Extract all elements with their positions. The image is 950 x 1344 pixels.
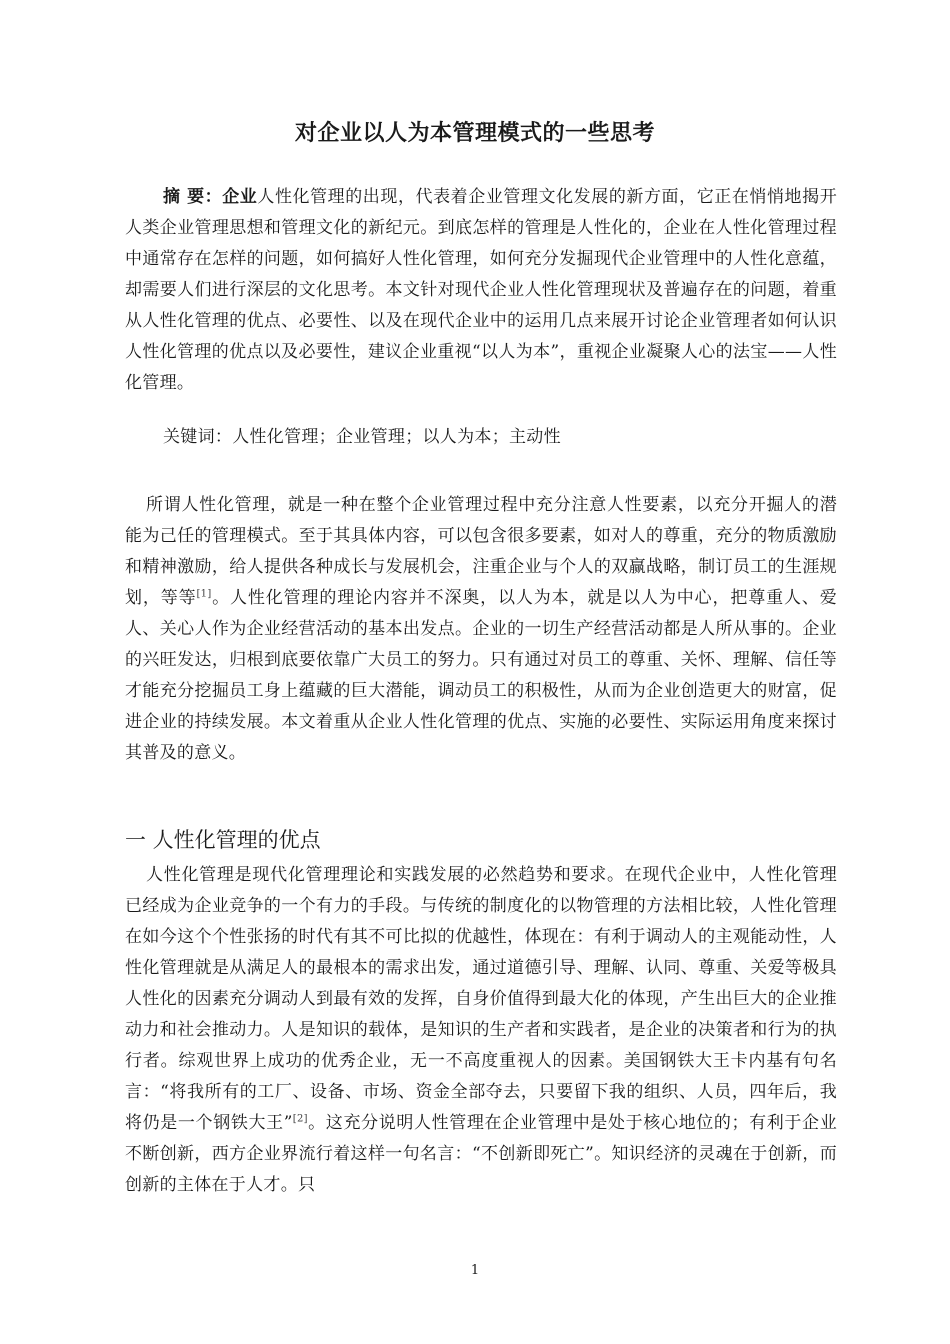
document-title: 对企业以人为本管理模式的一些思考 <box>294 121 655 146</box>
page-number: 1 <box>470 1263 480 1278</box>
abstract-label: 摘 要： <box>163 187 223 207</box>
section1-text-part2: 。这充分说明人性管理在企业管理中是处于核心地位的；有利于企业不断创新，西方企业界流行着这样一句名言：“不创新即死亡”。知识经济的灵魂在于创新，而创新的主体在于人才。只 <box>125 1113 837 1195</box>
intro-text-part2: 。人性化管理的理论内容并不深奥，以人为本，就是以人为中心，把尊重人、爱人、关心人作为企业经营活动的基本出发点。企业的一切生产经营活动都是人所从事的。企业的兴旺发达，归根到底要依靠广大员工的努力。只有通过对员工的尊重、关怀、理解、信任等才能充分挖掘员工身上蕴藏的巨大潜能，调动员工的积极性，从而为企业创造更大的财富，促进企业的持续发展。本文着重从企业人性化管理的优点、实施的必要性、实际运用角度来探讨其普及的意义。 <box>125 588 838 763</box>
section1-text-part1: 人性化管理是现代化管理理论和实践发展的必然趋势和要求。在现代企业中，人性化管理已经成为企业竞争的一个有力的手段。与传统的制度化的以物管理的方法相比较，人性化管理在如今这个个性张扬的时代有其不可比拟的优越性，体现在：有利于调动人的主观能动性，人性化管理就是从满足人的最根本的需求出发，通过道德引导、理解、认同、尊重、关爱等极具人性化的因素充分调动人到最有效的发挥，自身价值得到最大化的体现，产生出巨大的企业推动力和社会推动力。人是知识的载体，是知识的生产者和实践者，是企业的决策者和行为的执行者。综观世界上成功的优秀企业，无一不高度重视人的因素。美国钢铁大王卡内基有句名言：“将我所有的工厂、设备、市场、资金全部夺去，只要留下我的组织、人员，四年后，我将仍是一个钢铁大王” <box>125 865 837 1133</box>
citation-ref-2: [2] <box>292 1113 308 1125</box>
citation-ref-1: [1] <box>196 588 212 600</box>
section-heading-1: 一 人性化管理的优点 <box>125 828 321 852</box>
keywords-text: 人性化管理；企业管理；以人为本；主动性 <box>232 427 561 447</box>
abstract-lead: 企业 <box>222 187 258 207</box>
section1-paragraph <box>125 860 837 1201</box>
abstract-paragraph <box>125 182 837 399</box>
intro-text-part1: 所谓人性化管理，就是一种在整个企业管理过程中充分注意人性要素，以充分开掘人的潜能为己任的管理模式。至于其具体内容，可以包含很多要素，如对人的尊重，充分的物质激励和精神激励，给人提供各种成长与发展机会，注重企业与个人的双赢战略，制订员工的生涯规划，等等 <box>125 495 837 608</box>
abstract-text: 人性化管理的出现，代表着企业管理文化发展的新方面，它正在悄悄地揭开人类企业管理思想和管理文化的新纪元。到底怎样的管理是人性化的，企业在人性化管理过程中通常存在怎样的问题，如何搞好人性化管理，如何充分发掘现代企业管理中的人性化意蕴，却需要人们进行深层的文化思考。本文针对现代企业人性化管理现状及普遍存在的问题，着重从人性化管理的优点、必要性、以及在现代企业中的运用几点来展开讨论企业管理者如何认识人性化管理的优点以及必要性，建议企业重视“以人为本”，重视企业凝聚人心的法宝——人性化管理。 <box>125 187 837 393</box>
keywords-label: 关键词： <box>163 427 233 447</box>
intro-paragraph <box>125 490 837 769</box>
keywords-line <box>125 422 837 453</box>
